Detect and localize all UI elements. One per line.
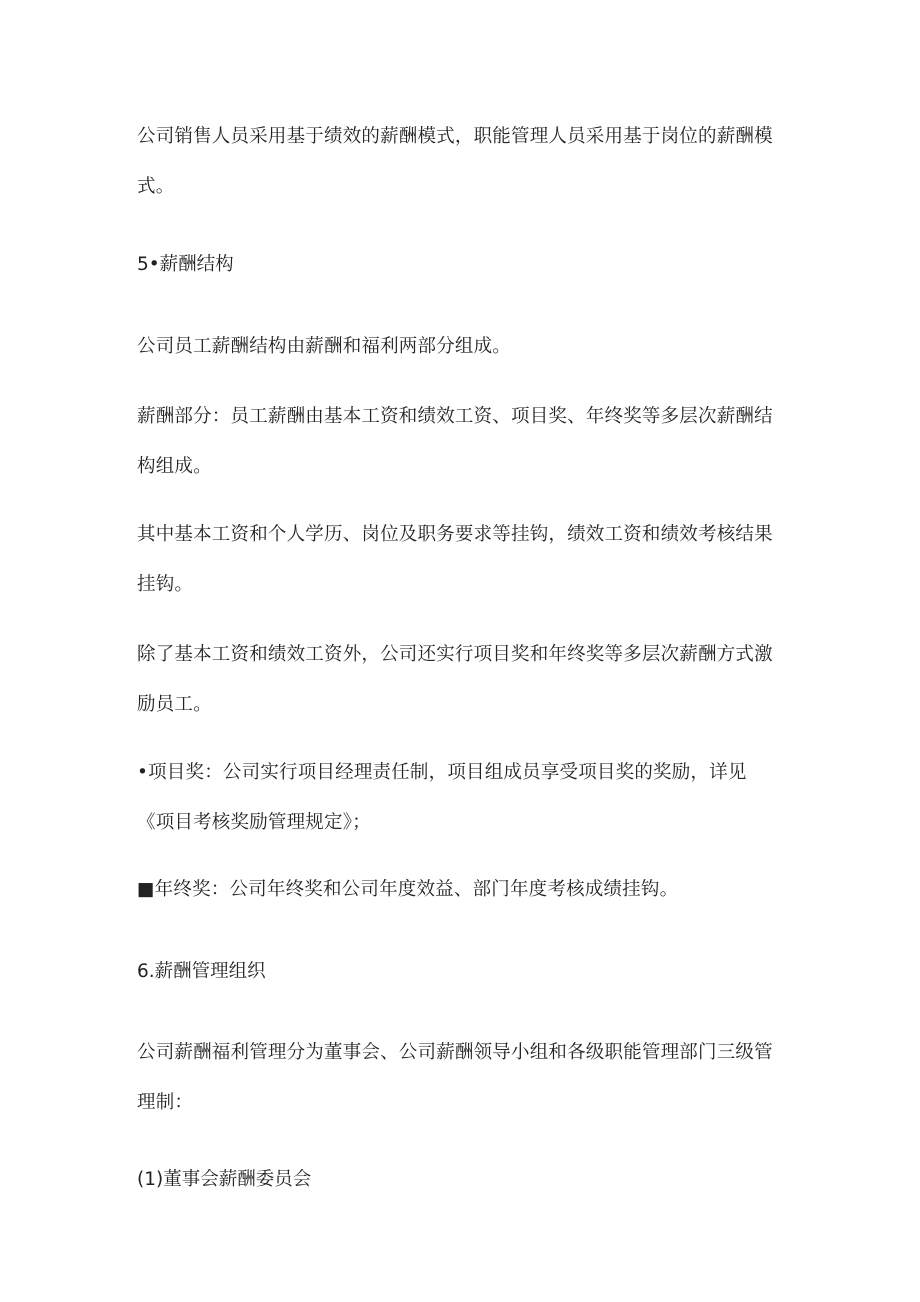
- paragraph-incentives: 除了基本工资和绩效工资外，公司还实行项目奖和年终奖等多层次薪酬方式激励员工。: [137, 644, 773, 715]
- subheading-board-committee: (1)董事会薪酬委员会: [137, 1169, 312, 1190]
- paragraph-base-salary: 其中基本工资和个人学历、岗位及职务要求等挂钩，绩效工资和绩效考核结果挂钩。: [137, 524, 773, 595]
- paragraph-management-levels: 公司薪酬福利管理分为董事会、公司薪酬领导小组和各级职能管理部门三级管理制：: [137, 1042, 773, 1113]
- list-item-year-end-bonus: ■年终奖：公司年终奖和公司年度效益、部门年度考核成绩挂钩。: [137, 879, 679, 900]
- list-item-project-bonus: •项目奖：公司实行项目经理责任制，项目组成员享受项目奖的奖励，详见《项目考核奖励管理规定》；: [137, 762, 747, 833]
- paragraph-salary-part: 薪酬部分：员工薪酬由基本工资和绩效工资、项目奖、年终奖等多层次薪酬结构组成。: [137, 406, 773, 477]
- paragraph-structure-composition: 公司员工薪酬结构由薪酬和福利两部分组成。: [137, 336, 512, 357]
- section-heading-salary-structure: 5•薪酬结构: [137, 254, 234, 275]
- paragraph-pay-model: 公司销售人员采用基于绩效的薪酬模式，职能管理人员采用基于岗位的薪酬模式。: [137, 126, 773, 197]
- section-heading-management-organization: 6.薪酬管理组织: [137, 961, 266, 982]
